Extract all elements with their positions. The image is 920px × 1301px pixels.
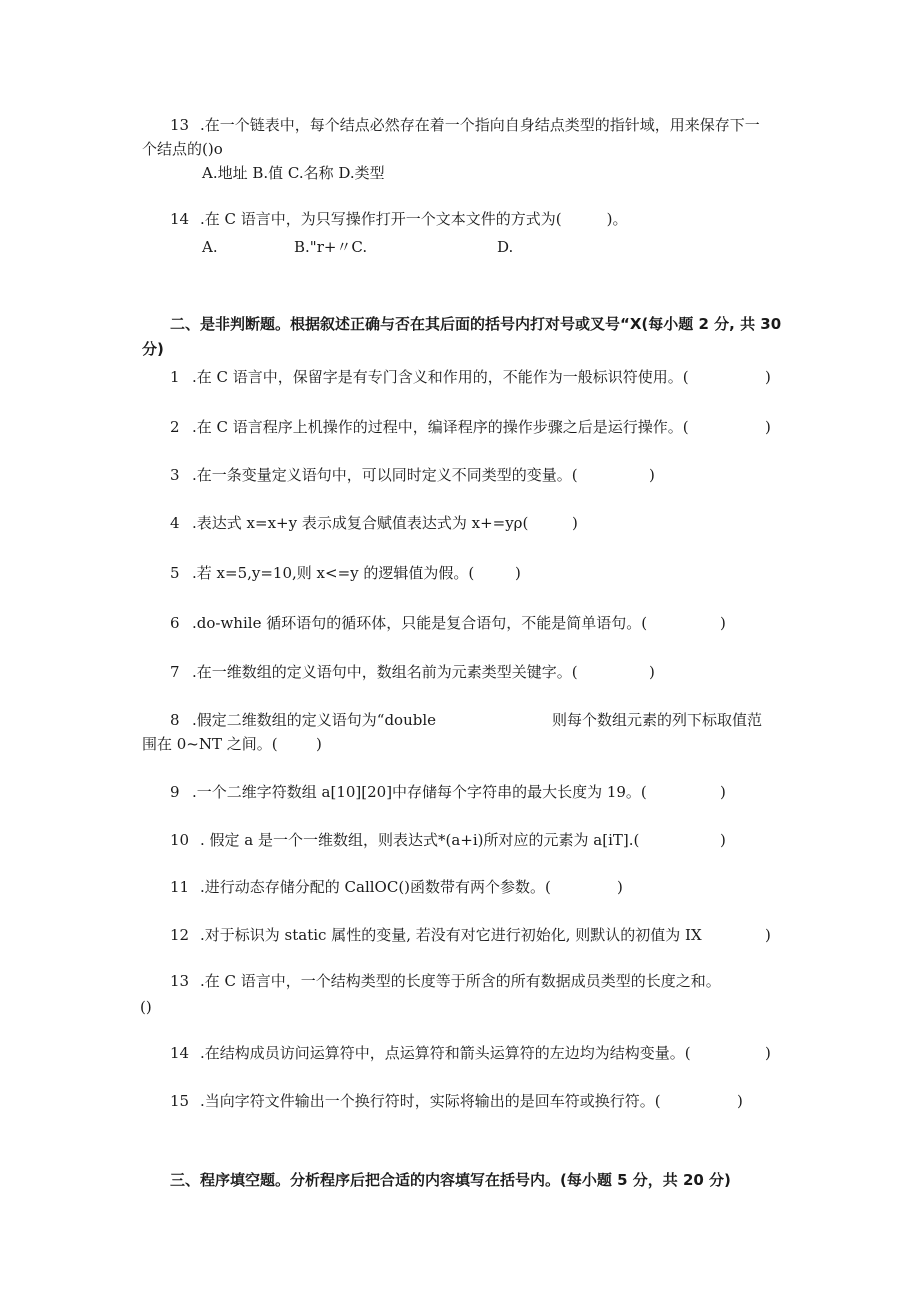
item-text: .对于标识为 static 属性的变量, 若没有对它进行初始化, 则默认的初值为 IX <box>200 926 702 944</box>
tf-item-2 <box>170 417 689 437</box>
tf-item-11 <box>170 877 551 897</box>
item-number: 13 <box>170 972 190 990</box>
tf-item-8-text-b: 则每个数组元素的列下标取值范 <box>552 711 763 729</box>
tf-item-14 <box>170 1043 691 1063</box>
tf-item-6-close: ) <box>720 614 726 632</box>
item-text: .进行动态存储分配的 CallOC()函数带有两个参数。( <box>200 878 551 896</box>
item-number: 14 <box>170 1044 190 1062</box>
tf-item-15 <box>170 1091 661 1111</box>
question-number: 13 <box>170 116 190 134</box>
item-number: 6 <box>170 614 180 632</box>
mc-q13-options: A.地址 B.值 C.名称 D.类型 <box>202 164 385 182</box>
tf-item-10-close: ) <box>720 831 726 849</box>
item-text: .在一条变量定义语句中，可以同时定义不同类型的变量。( <box>192 466 578 484</box>
tf-item-13 <box>170 971 721 991</box>
section3-heading: 三、程序填空题。分析程序后把合适的内容填写在括号内。(每小题 5 分，共 20 分) <box>170 1171 731 1189</box>
tf-item-7 <box>170 662 578 682</box>
item-number: 4 <box>170 514 180 532</box>
tf-item-5-close: ) <box>515 564 521 582</box>
mc-q13-line2: 个结点的()o <box>142 140 223 158</box>
tf-item-8-line2: 围在 0~NT 之间。( <box>142 735 278 753</box>
item-text: .一个二维字符数组 a[10][20]中存储每个字符串的最大长度为 19。( <box>192 783 647 801</box>
item-text: .do-while 循环语句的循环体，只能是复合语句，不能是简单语句。( <box>192 614 648 632</box>
tf-item-9-close: ) <box>720 783 726 801</box>
tf-item-8 <box>170 710 436 730</box>
item-number: 10 <box>170 831 190 849</box>
item-text: .在 C 语言中，一个结构类型的长度等于所含的所有数据成员类型的长度之和。 <box>200 972 721 990</box>
item-text: .在 C 语言中，保留字是有专门含义和作用的，不能作为一般标识符使用。( <box>192 368 689 386</box>
item-text: .假定二维数组的定义语句为“double <box>192 711 437 729</box>
item-number: 8 <box>170 711 180 729</box>
item-number: 3 <box>170 466 180 484</box>
item-number: 9 <box>170 783 180 801</box>
tf-item-6 <box>170 613 647 633</box>
tf-item-1 <box>170 367 689 387</box>
question-text: .在一个链表中，每个结点必然存在着一个指向自身结点类型的指针域，用来保存下一 <box>200 116 760 134</box>
item-number: 12 <box>170 926 190 944</box>
section2-heading-line1: 二、是非判断题。根据叙述正确与否在其后面的括号内打对号或叉号“X(每小题 2 分, 共 30 <box>170 315 782 333</box>
tf-item-15-close: ) <box>737 1092 743 1110</box>
mc-q14-option-bc: B."r+〃C. <box>294 238 368 256</box>
item-text: . 假定 a 是一个一维数组，则表达式*(a+i)所对应的元素为 a[iT].( <box>200 831 640 849</box>
tf-item-12 <box>170 925 702 945</box>
tf-item-4-close: ) <box>572 514 578 532</box>
tf-item-12-close: ) <box>765 926 771 944</box>
section2-heading-line2: 分) <box>142 340 164 358</box>
mc-q14-option-a: A. <box>202 238 218 256</box>
mc-q14-stem <box>170 209 628 229</box>
tf-item-11-close: ) <box>617 878 623 896</box>
question-number: 14 <box>170 210 190 228</box>
tf-item-10 <box>170 830 639 850</box>
item-text: .在结构成员访问运算符中，点运算符和箭头运算符的左边均为结构变量。( <box>200 1044 691 1062</box>
item-number: 2 <box>170 418 180 436</box>
tf-item-7-close: ) <box>649 663 655 681</box>
mc-q14-option-d: D. <box>497 238 514 256</box>
tf-item-8-close: ) <box>316 735 322 753</box>
tf-item-3 <box>170 465 578 485</box>
item-number: 1 <box>170 368 180 386</box>
item-number: 15 <box>170 1092 190 1110</box>
tf-item-9 <box>170 782 647 802</box>
tf-item-1-close: ) <box>765 368 771 386</box>
tf-item-13-line2: () <box>140 998 152 1016</box>
item-text: .表达式 x=x+y 表示成复合赋值表达式为 x+=yρ( <box>192 514 529 532</box>
item-text: .当向字符文件输出一个换行符时，实际将输出的是回车符或换行符。( <box>200 1092 661 1110</box>
item-number: 11 <box>170 878 190 896</box>
tf-item-2-close: ) <box>765 418 771 436</box>
item-number: 5 <box>170 564 180 582</box>
item-text: .在 C 语言程序上机操作的过程中，编译程序的操作步骤之后是运行操作。( <box>192 418 689 436</box>
mc-q13-line1 <box>170 115 760 135</box>
tf-item-14-close: ) <box>765 1044 771 1062</box>
tf-item-3-close: ) <box>649 466 655 484</box>
tf-item-4 <box>170 513 528 533</box>
item-text: .若 x=5,y=10,则 x<=y 的逻辑值为假。( <box>192 564 475 582</box>
question-text: .在 C 语言中，为只写操作打开一个文本文件的方式为( )。 <box>200 210 628 228</box>
tf-item-5 <box>170 563 474 583</box>
item-text: .在一维数组的定义语句中，数组名前为元素类型关键字。( <box>192 663 578 681</box>
item-number: 7 <box>170 663 180 681</box>
